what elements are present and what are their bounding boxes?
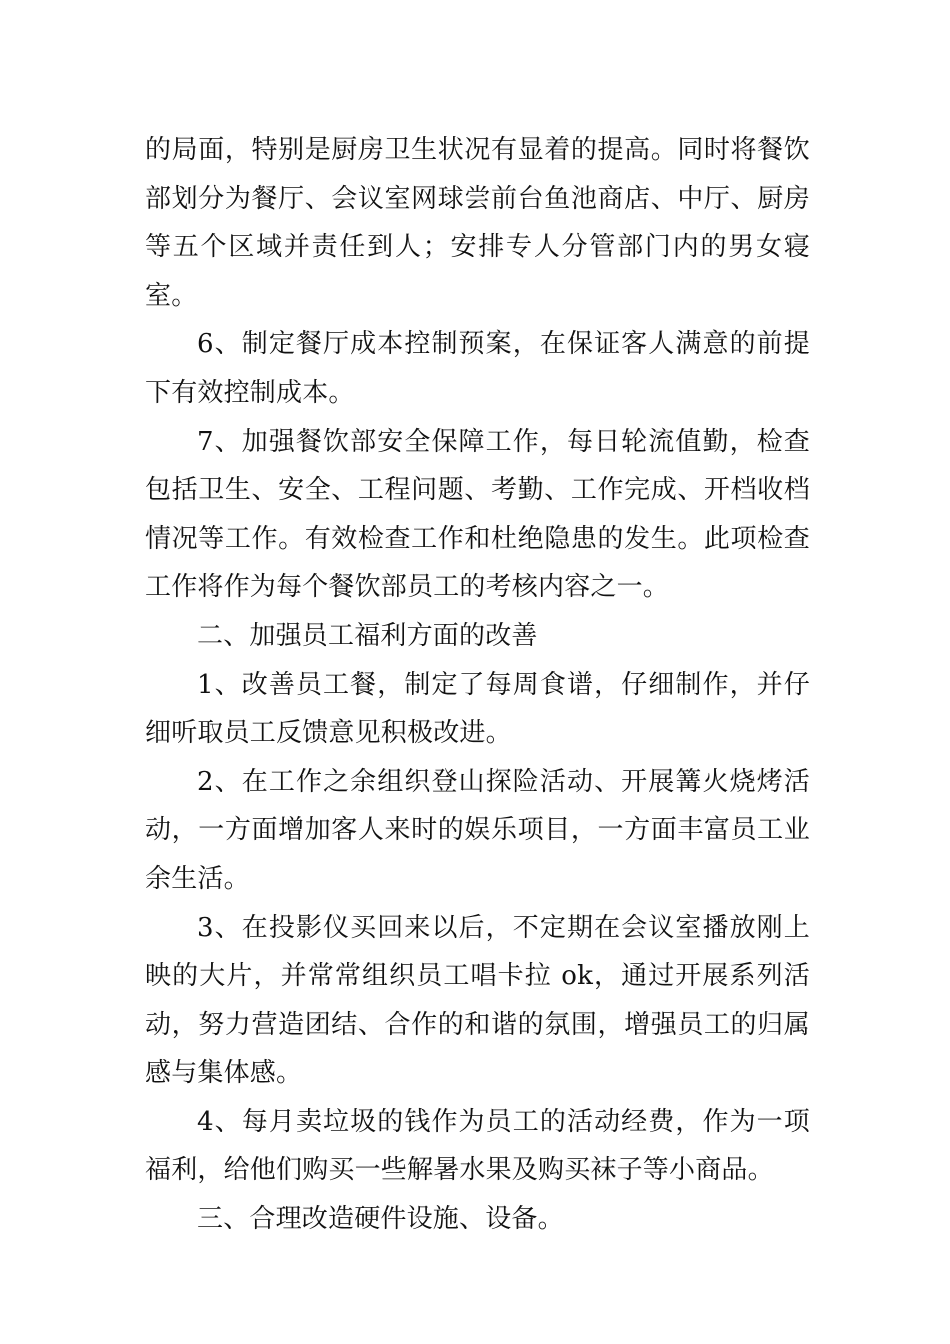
document-body [145, 126, 810, 1244]
paragraph-welfare-3: 3、在投影仪买回来以后，不定期在会议室播放刚上映的大片，并常常组织员工唱卡拉 ok，通过开展系列活动，努力营造团结、合作的和谐的氛围，增强员工的归属感与集体感。 [145, 912, 810, 1089]
paragraph-continuation: 的局面，特别是厨房卫生状况有显着的提高。同时将餐饮部划分为餐厅、会议室网球尝前台鱼池商店、中厅、厨房等五个区域并责任到人；安排专人分管部门内的男女寝室。 [145, 135, 810, 311]
paragraph-welfare-2: 2、在工作之余组织登山探险活动、开展篝火烧烤活动，一方面增加客人来时的娱乐项目，一方面丰富员工业余生活。 [145, 766, 810, 894]
section-heading-2: 二、加强员工福利方面的改善 [197, 620, 538, 651]
paragraph-welfare-1: 1、改善员工餐，制定了每周食谱，仔细制作，并仔细听取员工反馈意见积极改进。 [145, 669, 810, 749]
section-heading-3: 三、合理改造硬件设施、设备。 [197, 1204, 564, 1235]
paragraph-item-7: 7、加强餐饮部安全保障工作，每日轮流值勤，检查包括卫生、安全、工程问题、考勤、工作完成、开档收档情况等工作。有效检查工作和杜绝隐患的发生。此项检查工作将作为每个餐饮部员工的考核内容之一。 [145, 426, 810, 603]
paragraph-item-6: 6、制定餐厅成本控制预案，在保证客人满意的前提下有效控制成本。 [145, 329, 810, 408]
paragraph-welfare-4: 4、每月卖垃圾的钱作为员工的活动经费，作为一项福利，给他们购买一些解暑水果及购买袜子等小商品。 [145, 1106, 810, 1186]
